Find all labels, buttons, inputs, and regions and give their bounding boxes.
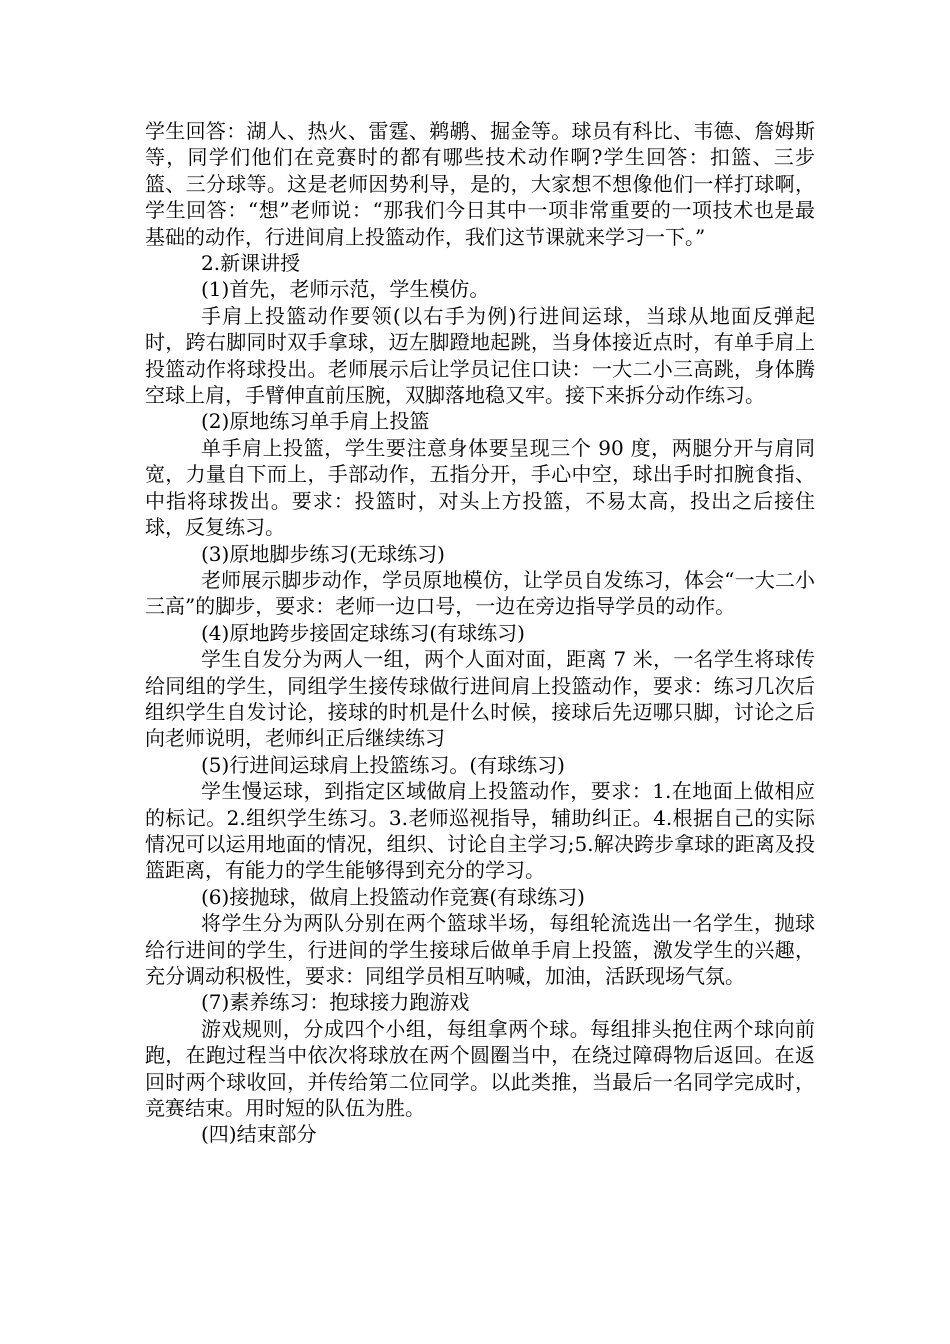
step-heading-stationary-shooting: (2)原地练习单手肩上投篮 bbox=[201, 409, 430, 434]
paragraph-footwork: 老师展示脚步动作，学员原地模仿，让学员自发练习，体会“一大二小三高”的脚步，要求：老师一边口号，一边在旁边指导学员的动作。 bbox=[145, 567, 815, 619]
paragraph-relay-game: 游戏规则，分成四个小组，每组拿两个球。每组排头抱住两个球向前跑，在跑过程当中依次将球放在两个圆圈当中，在绕过障碍物后返回。在返回时两个球收回，并传给第二位同学。以此类推，当最后一名同学完成时，竞赛结束。用时短的队伍为胜。 bbox=[145, 1016, 815, 1121]
paragraph-student-answer: 学生回答：湖人、热火、雷霆、鹈鹕、掘金等。球员有科比、韦德、詹姆斯等，同学们他们在竞赛时的都有哪些技术动作啊?学生回答：扣篮、三步篮、三分球等。这是老师因势利导，是的，大家想不想像他们一样打球啊，学生回答：“想”老师说：“那我们今日其中一项非常重要的一项技术也是最基础的动作，行进间肩上投篮动作，我们这节课就来学习一下。” bbox=[145, 119, 815, 249]
paragraph-stride-catch: 学生自发分为两人一组，两个人面对面，距离 7 米，一名学生将球传给同组的学生，同组学生接传球做行进间肩上投篮动作，要求：练习几次后组织学生自发讨论，接球的时机是什么时候，接球后先迈哪只脚，讨论之后向老师说明，老师纠正后继续练习 bbox=[145, 647, 815, 751]
step-heading-dribble-shooting: (5)行进间运球肩上投篮练习。(有球练习) bbox=[201, 752, 565, 777]
paragraph-stationary-shooting: 单手肩上投篮，学生要注意身体要呈现三个 90 度，两腿分开与肩同宽，力量自下而上，手部动作，五指分开，手心中空，球出手时扣腕食指、中指将球拨出。要求：投篮时，对头上方投篮，不易太高，投出之后接住球，反复练习。 bbox=[145, 435, 815, 540]
step-heading-footwork: (3)原地脚步练习(无球练习) bbox=[201, 541, 445, 566]
step-heading-toss-competition: (6)接抛球，做肩上投篮动作竞赛(有球练习) bbox=[201, 884, 585, 909]
paragraph-dribble-shooting: 学生慢运球，到指定区域做肩上投篮动作，要求：1.在地面上做相应的标记。2.组织学生练习。3.老师巡视指导，辅助纠正。4.根据自己的实际情况可以运用地面的情况，组织、讨论自主学习;5.解决跨步拿球的距离及投篮距离，有能力的学生能够得到充分的学习。 bbox=[145, 779, 815, 883]
step-heading-stride-catch: (4)原地跨步接固定球练习(有球练习) bbox=[201, 620, 525, 645]
document-page bbox=[145, 118, 815, 1148]
paragraph-shooting-essentials: 手肩上投篮动作要领(以右手为例)行进间运球，当球从地面反弹起时，跨右脚同时双手拿球，迈左脚蹬地起跳，当身体接近点时，有单手肩上投篮动作将球投出。老师展示后让学员记住口诀：一大二小三高跳，身体腾空球上肩，手臂伸直前压腕，双脚落地稳又牢。接下来拆分动作练习。 bbox=[145, 303, 815, 408]
step-heading-demonstration: (1)首先，老师示范，学生模仿。 bbox=[201, 277, 490, 302]
step-heading-relay-game: (7)素养练习：抱球接力跑游戏 bbox=[201, 990, 470, 1015]
section-heading-ending: (四)结束部分 bbox=[201, 1122, 317, 1147]
section-heading-new-lesson: 2.新课讲授 bbox=[201, 251, 301, 276]
paragraph-toss-competition: 将学生分为两队分别在两个篮球半场，每组轮流选出一名学生，抛球给行进间的学生，行进间的学生接球后做单手肩上投篮，激发学生的兴趣，充分调动积极性，要求：同组学员相互呐喊，加油，活跃现场气氛。 bbox=[145, 911, 815, 988]
